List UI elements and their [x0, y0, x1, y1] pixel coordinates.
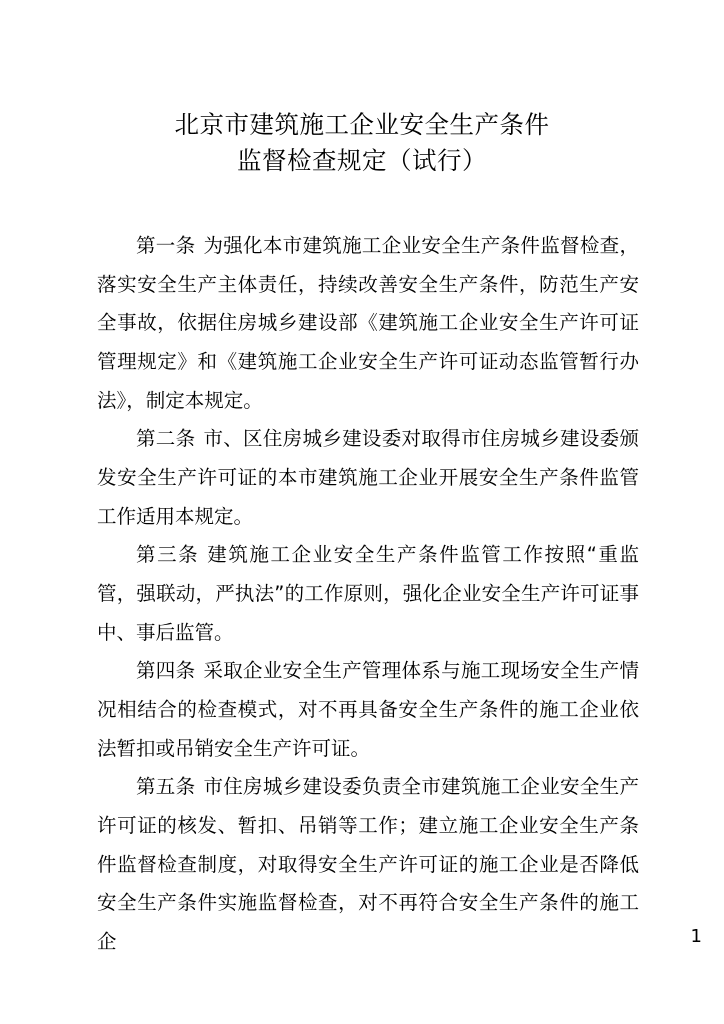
article-text-4: 采取企业安全生产管理体系与施工现场安全生产情况相结合的检查模式，对不再具备安全生产条件的施工企业依法暂扣或吊销安全生产许可证。 [97, 659, 639, 760]
article-text-5: 市住房城乡建设委负责全市建筑施工企业安全生产许可证的核发、暂扣、吊销等工作；建立施工企业安全生产条件监督检查制度，对取得安全生产许可证的施工企业是否降低安全生产条件实施监督检查，对不再符合安全生产条件的施工企 [97, 775, 639, 953]
document-title-line-1: 北京市建筑施工企业安全生产条件 [174, 110, 550, 139]
article-paragraph-3 [97, 536, 639, 652]
article-number-3: 第三条 [136, 543, 200, 567]
article-text-3: 建筑施工企业安全生产条件监管工作按照“重监管，强联动，严执法”的工作原则，强化企业安全生产许可证事中、事后监管。 [97, 543, 639, 644]
article-number-4: 第四条 [136, 659, 196, 683]
article-number-1: 第一条 [136, 234, 196, 257]
article-text-1: 为强化本市建筑施工企业安全生产条件监督检查，落实安全生产主体责任，持续改善安全生产条件，防范生产安全事故，依据住房城乡建设部《建筑施工企业安全生产许可证管理规定》和《建筑施工企业安全生产许可证动态监管暂行办法》，制定本规定。 [97, 234, 639, 412]
page-number: 1 [690, 926, 702, 947]
article-text-2: 市、区住房城乡建设委对取得市住房城乡建设委颁发安全生产许可证的本市建筑施工企业开展安全生产条件监管工作适用本规定。 [97, 427, 639, 528]
article-paragraph-1 [97, 227, 639, 420]
article-number-5: 第五条 [136, 775, 196, 799]
document-body [97, 227, 639, 961]
article-paragraph-2 [97, 420, 639, 536]
document-title-line-2: 监督检查规定（试行） [237, 146, 487, 175]
article-number-2: 第二条 [136, 427, 196, 451]
article-paragraph-4 [97, 652, 639, 768]
